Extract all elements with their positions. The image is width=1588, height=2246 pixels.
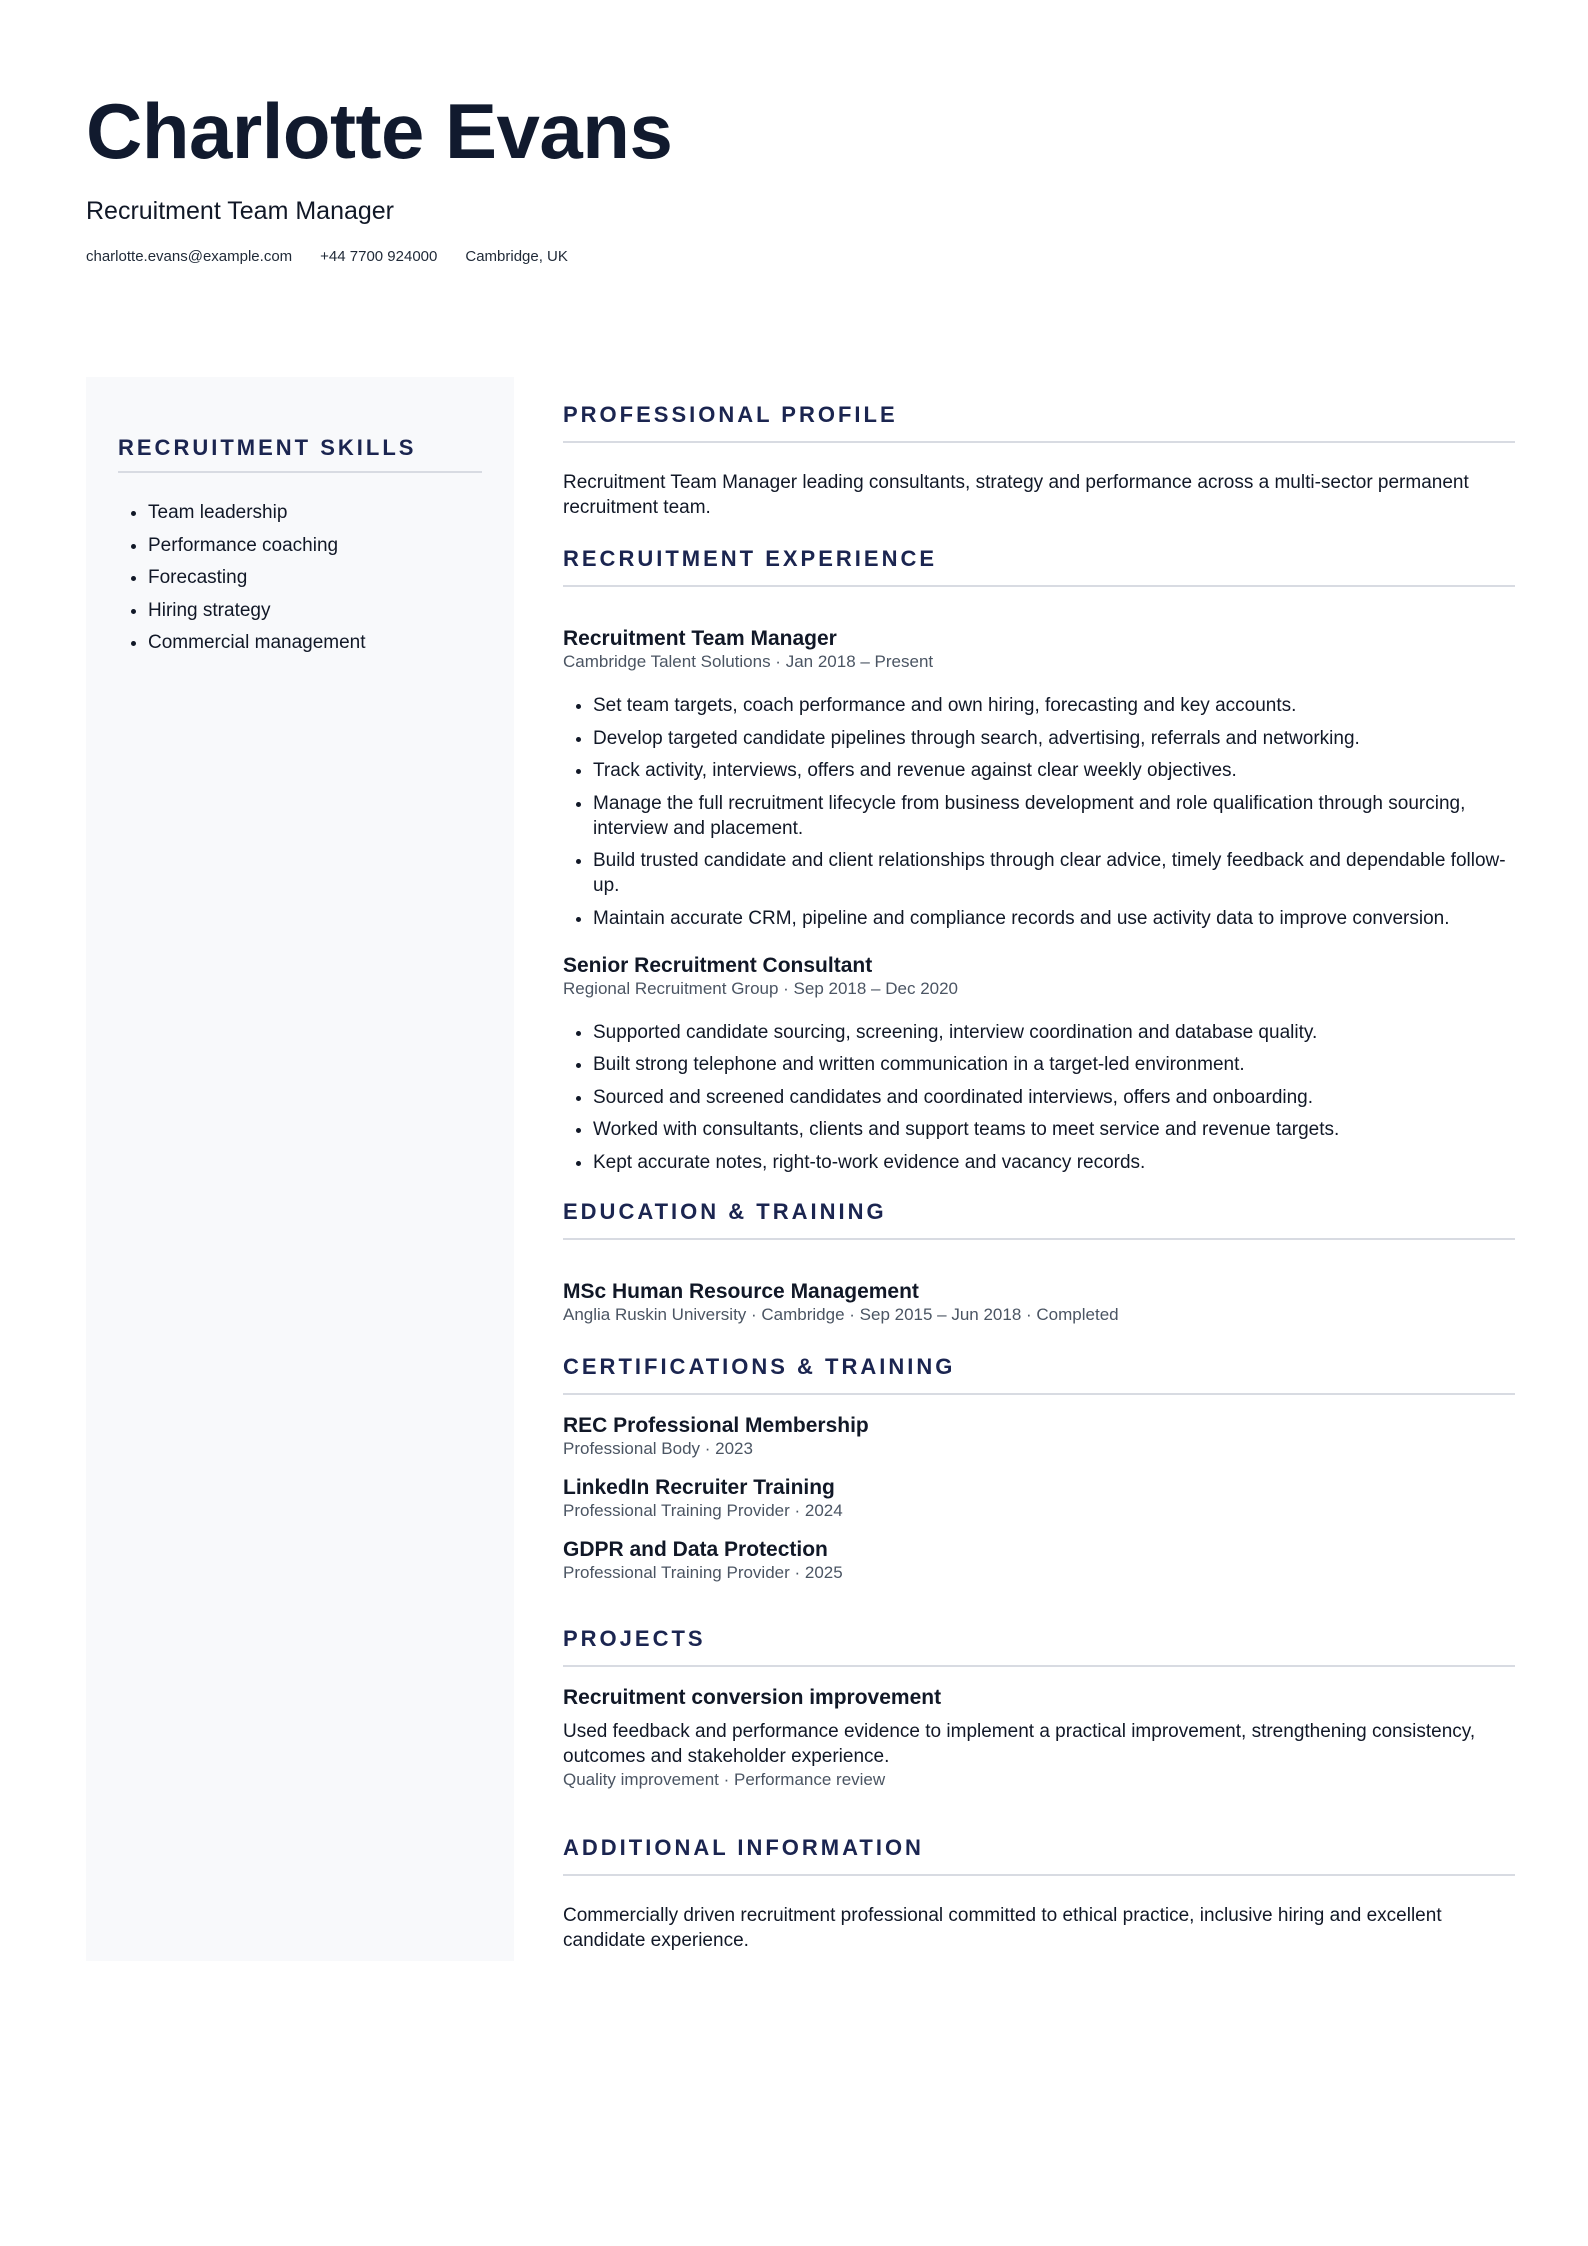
skill-item: • Hiring strategy — [148, 595, 482, 628]
experience-section — [563, 546, 1515, 1175]
skill-item: • Commercial management — [148, 627, 482, 660]
certification-entry — [563, 1537, 1515, 1584]
certification-entry — [563, 1413, 1515, 1460]
job-bullet: • Develop targeted candidate pipelines through search, advertising, referrals and networking. — [593, 726, 1515, 751]
profile-text: Recruitment Team Manager leading consultants, strategy and performance across a multi-sector permanent recruitment team. — [563, 472, 1469, 518]
certifications-heading: CERTIFICATIONS & TRAINING — [563, 1354, 1515, 1395]
job-bullet: • Kept accurate notes, right-to-work evidence and vacancy records. — [593, 1150, 1515, 1175]
skills-section — [118, 435, 482, 660]
job-title: Recruitment Team Manager — [563, 627, 837, 650]
additional-text: Commercially driven recruitment professional committed to ethical practice, inclusive hiring and excellent candidate experience. — [563, 1904, 1442, 1951]
degree-meta: Anglia Ruskin University · Cambridge · Sep 2015 – Jun 2018 · Completed — [563, 1304, 1119, 1324]
skill-item: • Performance coaching — [148, 530, 482, 563]
project-name: Recruitment conversion improvement — [563, 1685, 942, 1709]
skills-heading: RECRUITMENT SKILLS — [118, 435, 482, 473]
job-meta: Cambridge Talent Solutions · Jan 2018 – Present — [563, 652, 934, 671]
certification-name: REC Professional Membership — [563, 1413, 869, 1437]
degree-title: MSc Human Resource Management — [563, 1279, 919, 1303]
profile-section — [563, 402, 1515, 520]
job-bullet: • Worked with consultants, clients and support teams to meet service and revenue targets. — [593, 1117, 1515, 1142]
skills-sidebar — [86, 377, 514, 1961]
skill-item: • Forecasting — [148, 562, 482, 595]
job-meta: Regional Recruitment Group · Sep 2018 – Dec 2020 — [563, 978, 959, 998]
certification-name: GDPR and Data Protection — [563, 1537, 828, 1561]
job-bullet: • Supported candidate sourcing, screening, interview coordination and database quality. — [593, 1020, 1515, 1045]
main-column — [563, 402, 1515, 1953]
project-entry — [563, 1685, 1515, 1791]
job-bullets — [563, 1020, 1515, 1175]
job-entry — [563, 953, 1515, 1175]
candidate-name: Charlotte Evans — [86, 87, 673, 175]
education-entry — [563, 1279, 1515, 1326]
profile-heading: PROFESSIONAL PROFILE — [563, 402, 1515, 443]
skill-item: • Team leadership — [148, 497, 482, 530]
contact-email[interactable]: charlotte.evans@example.com — [86, 248, 293, 265]
job-bullet: • Built strong telephone and written communication in a target-led environment. — [593, 1052, 1515, 1077]
projects-heading: PROJECTS — [563, 1626, 1515, 1667]
job-bullets — [563, 693, 1515, 931]
project-description: Used feedback and performance evidence to implement a practical improvement, strengthening consistency, outcomes and stakeholder experience. — [563, 1720, 1476, 1767]
job-bullet: • Set team targets, coach performance and own hiring, forecasting and key accounts. — [593, 693, 1515, 718]
contact-phone[interactable]: +44 7700 924000 — [320, 248, 438, 265]
job-bullet: • Manage the full recruitment lifecycle from business development and role qualification through sourcing, interview and placement. — [593, 791, 1515, 841]
certification-name: LinkedIn Recruiter Training — [563, 1475, 835, 1499]
additional-section — [563, 1835, 1515, 1953]
project-meta: Quality improvement · Performance review — [563, 1769, 886, 1789]
additional-heading: ADDITIONAL INFORMATION — [563, 1835, 1515, 1876]
job-bullet: • Maintain accurate CRM, pipeline and compliance records and use activity data to improve conversion. — [593, 906, 1515, 931]
education-section — [563, 1199, 1515, 1326]
job-bullet: • Build trusted candidate and client relationships through clear advice, timely feedback and dependable follow-up. — [593, 848, 1515, 898]
contact-info — [86, 248, 1506, 265]
job-bullet: • Sourced and screened candidates and coordinated interviews, offers and onboarding. — [593, 1085, 1515, 1110]
job-title: Senior Recruitment Consultant — [563, 953, 873, 977]
certification-meta: Professional Body · 2023 — [563, 1438, 753, 1458]
skills-list — [118, 497, 482, 660]
certification-meta: Professional Training Provider · 2025 — [563, 1562, 843, 1582]
job-entry — [563, 626, 1515, 931]
experience-heading: RECRUITMENT EXPERIENCE — [563, 546, 1515, 587]
certification-meta: Professional Training Provider · 2024 — [563, 1500, 843, 1520]
contact-location: Cambridge, UK — [465, 248, 568, 265]
projects-section — [563, 1626, 1515, 1791]
certifications-section — [563, 1354, 1515, 1584]
resume-header — [86, 87, 1506, 265]
candidate-role: Recruitment Team Manager — [86, 197, 395, 225]
certification-entry — [563, 1475, 1515, 1522]
education-heading: EDUCATION & TRAINING — [563, 1199, 1515, 1240]
job-bullet: • Track activity, interviews, offers and revenue against clear weekly objectives. — [593, 758, 1515, 783]
